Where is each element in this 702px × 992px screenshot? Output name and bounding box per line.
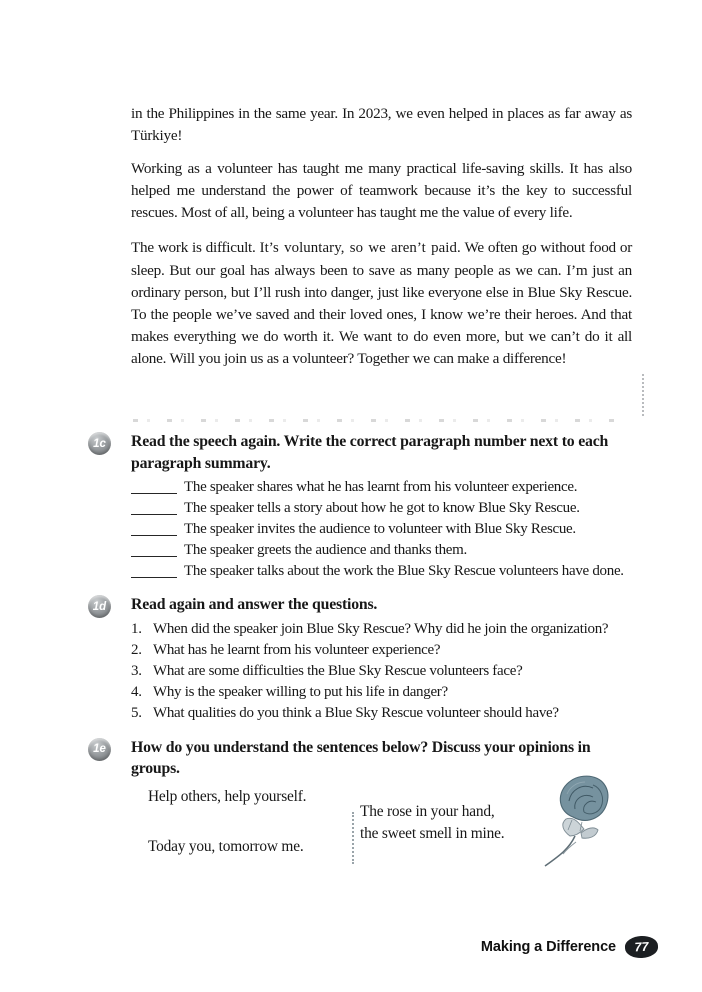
speech-paragraph-3-lead: The work is difficult. xyxy=(131,239,260,257)
summary-text: The speaker greets the audience and thanks them. xyxy=(184,542,467,558)
speech-paragraph-3-inserted: It’s voluntary, so we aren’t paid. xyxy=(259,240,461,257)
question-item xyxy=(131,619,632,640)
summary-item xyxy=(131,540,632,561)
answer-blank xyxy=(131,555,177,557)
activity-badge-1c: 1c xyxy=(88,432,111,455)
speech-paragraph-2: Working as a volunteer has taught me many practical life-saving skills. It has also helped me understand the power of teamwork because it’s the key to successful rescues. Most of all, being a volunteer has taught me the value of every life. xyxy=(131,160,632,222)
scan-artifact-line xyxy=(133,419,619,422)
question-list xyxy=(131,619,632,724)
answer-blank xyxy=(131,513,177,515)
question-item xyxy=(131,682,632,703)
rose-illustration xyxy=(539,770,615,870)
speech-paragraph-3 xyxy=(131,237,632,370)
scan-artifact-dots xyxy=(642,374,644,416)
question-number: 3. xyxy=(131,662,142,679)
activity-1e-heading: How do you understand the sentences below? Discuss your opinions in groups. xyxy=(131,738,591,777)
page-footer xyxy=(481,936,658,958)
question-text: What are some difficulties the Blue Sky Rescue volunteers face? xyxy=(153,662,523,679)
question-text: Why is the speaker willing to put his life in danger? xyxy=(153,683,448,700)
question-item xyxy=(131,703,632,724)
activities xyxy=(92,431,632,916)
quote-rose-line1: The rose in your hand, xyxy=(360,802,495,820)
question-number: 2. xyxy=(131,641,142,658)
activity-1d xyxy=(92,594,632,724)
quote-today-you: Today you, tomorrow me. xyxy=(148,837,304,855)
question-number: 1. xyxy=(131,620,142,637)
activity-badge-1d: 1d xyxy=(88,595,111,618)
question-number: 4. xyxy=(131,683,142,700)
speech-text xyxy=(131,103,632,370)
summary-item xyxy=(131,477,632,498)
summary-item xyxy=(131,498,632,519)
activity-1c-heading: Read the speech again. Write the correct paragraph number next to each paragraph summary. xyxy=(131,433,609,472)
summary-text: The speaker tells a story about how he got to know Blue Sky Rescue. xyxy=(184,500,580,516)
answer-blank xyxy=(131,534,177,536)
page-number-badge: 77 xyxy=(624,935,658,959)
activity-1e xyxy=(93,737,632,904)
answer-blank xyxy=(131,576,177,578)
quote-help-others: Help others, help yourself. xyxy=(148,787,307,805)
question-number: 5. xyxy=(131,704,142,721)
question-text: When did the speaker join Blue Sky Rescue? Why did he join the organization? xyxy=(153,620,609,637)
summary-text: The speaker invites the audience to volunteer with Blue Sky Rescue. xyxy=(184,521,576,537)
question-item xyxy=(131,640,632,661)
activity-1d-heading: Read again and answer the questions. xyxy=(131,596,378,613)
speech-paragraph-1: in the Philippines in the same year. In 2023, we even helped in places as far away as Türkiye! xyxy=(131,105,632,145)
question-item xyxy=(131,661,632,682)
summary-item xyxy=(131,519,632,540)
speech-paragraph-3-rest: We often go without food or sleep. But our goal has always been to save as many people as we can. I’m just an ordinary person, but I’ll rush into danger, just like everyone else in Blue Sky Rescue. To the people we’ve saved and their loved ones, I know we’re their heroes. And that makes everything we do worth it. We want to do even more, but we can’t do it all alone. Will you join us as a volunteer? Together we can make a difference! xyxy=(131,239,633,367)
answer-blank xyxy=(131,492,177,494)
activity-badge-1e: 1e xyxy=(88,738,111,761)
question-text: What qualities do you think a Blue Sky Rescue volunteer should have? xyxy=(153,704,559,721)
summary-text: The speaker talks about the work the Blue Sky Rescue volunteers have done. xyxy=(184,563,624,579)
summary-text: The speaker shares what he has learnt from his volunteer experience. xyxy=(184,479,578,495)
quote-rose xyxy=(360,801,540,845)
summary-list xyxy=(131,477,632,582)
quote-area xyxy=(131,786,632,904)
activity-1c xyxy=(93,431,632,582)
summary-item xyxy=(131,561,632,582)
question-text: What has he learnt from his volunteer experience? xyxy=(153,641,441,658)
dotted-divider xyxy=(352,812,354,864)
quote-rose-line2: the sweet smell in mine. xyxy=(360,824,505,842)
chapter-title: Making a Difference xyxy=(480,939,616,955)
